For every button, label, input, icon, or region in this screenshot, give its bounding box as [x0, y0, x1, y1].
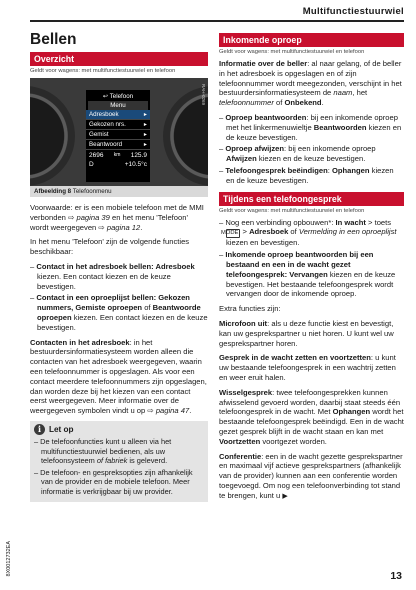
section-heading-incoming-call: Inkomende oproep [219, 33, 404, 47]
display-item [86, 110, 150, 120]
figure-code: RAH-0269 [201, 84, 206, 106]
text: kiezen. Een contact kiezen en de keuze bevestigen. [37, 271, 171, 291]
text: : een in de wacht gezette gesprekspartner en maximaal vijf actieve gesprekspartners (afhankelijk van de provider) kunnen aan een conferentie worden toegevoegd. Om nog een telefoonverbinding tot stand te brengen, kunt u [219, 451, 403, 500]
left-column [30, 24, 208, 502]
running-header: Multifunctiestuurwiel [302, 6, 404, 17]
display-item-label: Adresboek [89, 111, 119, 118]
text: > [240, 227, 250, 237]
bold-text: Oproep beantwoorden [225, 112, 307, 122]
caption-label: Afbeelding 8 [34, 188, 72, 195]
text: . [189, 406, 192, 416]
bold-text: Adresboek [249, 227, 289, 237]
list-item: – Oproep afwijzen: bij een inkomende oproep Afwijzen kiezen en de keuze bevestigen. [219, 144, 376, 164]
page-reference[interactable]: pagina 12 [106, 222, 141, 232]
outside-temp: +10.5°c [124, 161, 147, 168]
display-odometer [86, 150, 150, 159]
paragraph-caller-info [219, 59, 404, 108]
display-item [86, 120, 150, 130]
bold-text: Contacten in het adresboek [30, 337, 130, 347]
text: De telefoonfuncties kunt u alleen via het multifunctiestuurwiel bedienen, als uw telefoonsysteem [40, 436, 172, 466]
display-item-label: Gemist [89, 131, 109, 138]
bold-text: Onbekend [284, 98, 322, 108]
text: , het [352, 88, 368, 98]
italic-text: of fabriek [96, 456, 128, 466]
info-icon: i [34, 424, 45, 435]
text: : bij een inkomende oproep [284, 144, 376, 154]
list-item: – Contact in een oproeplijst bellen: Gekozen nummers, Gemiste oproepen of Beantwoorde oproepen kiezen. Een contact kiezen en de keuze bevestigen. [30, 293, 208, 332]
bold-text: Gesprek in de wacht zetten en voortzetten [219, 353, 371, 363]
text: De telefoon- en gespreksopties zijn afhankelijk van de provider en de mobiele telefoon. Meer informatie is verkrijgbaar bij uw provider. [40, 467, 193, 496]
list-item: – Oproep beantwoorden: bij een inkomende oproep met het linkermenuwieltje Beantwoorden kiezen en de keuze bevestigen. [219, 112, 402, 142]
text: Nog een verbinding opbouwen*: [225, 217, 336, 227]
text: kiezen en de keuze bevestigen. [256, 154, 366, 164]
bold-text: In wacht [335, 217, 366, 227]
display-item-label: Beantwoord [89, 141, 123, 148]
paragraph-functions: In het menu 'Telefoon' zijn de volgende functies beschikbaar: [30, 237, 190, 257]
odometer-value: 2696 [89, 152, 104, 159]
text: : in het bestuurdersinformatiesysteem worden alleen die contacten van het adresboek weergegeven, waarin een telefoonnummer is opgeslagen. Als voor een contact meerdere telefoonnummers zijn opgeslagen, dan worden deze bij het kiezen van een contact eerst weergegeven. Meer informatie over de weergegeven symbolen vindt u op ⇨ [30, 337, 207, 416]
text: Voorwaarde: er is een mobiele telefoon met de MMI verbonden ⇨ [30, 203, 204, 222]
note-title: Let op [49, 424, 74, 434]
bold-text: Afwijzen [226, 154, 257, 164]
display-title: ↩ Telefoon [102, 93, 134, 100]
text: > toets [365, 217, 392, 227]
paragraph-extra: Extra functies zijn: [219, 304, 281, 314]
page-title: Bellen [30, 31, 77, 48]
page-reference[interactable]: pagina 47 [155, 406, 190, 416]
paragraph-contacts [30, 338, 208, 416]
display-title-text: Telefoon [109, 93, 134, 100]
bold-text: Telefoongesprek beëindigen [225, 165, 328, 175]
bold-text: Wisselgesprek [219, 387, 273, 397]
figure-caption [30, 186, 208, 197]
applicability-note: Geldt voor wagens: met multifunctiestuurwiel en telefoon [219, 49, 365, 55]
header-rule [30, 20, 404, 22]
text: kiezen en bevestigen. [226, 238, 300, 248]
text: kiezen en de keuze bevestigen. Het bestaande telefoongesprek wordt vervangen door de inkomende oproep. [226, 269, 396, 299]
paragraph-precondition [30, 203, 208, 232]
text: kiezen en de keuze bevestigen. [226, 165, 394, 185]
telephone-menu-figure [30, 78, 208, 186]
gear-indicator: D [89, 161, 94, 168]
italic-text: naam [333, 88, 353, 98]
left-gauge [30, 86, 75, 186]
display-item-label: Gekozen nrs. [89, 121, 126, 128]
bold-text: Beantwoorden [313, 122, 367, 132]
text: of [288, 227, 299, 237]
text: : [327, 165, 332, 175]
bold-text: Ophangen [332, 407, 371, 417]
text: is geleverd. [127, 456, 168, 466]
mode-key: MODE [221, 230, 239, 237]
display-gear-temp [86, 159, 150, 168]
italic-text: telefoonnummer [219, 98, 274, 108]
paragraph-hold [219, 353, 404, 382]
text: . [321, 98, 324, 108]
page-number: 13 [390, 570, 402, 582]
continue-icon: ▶ [282, 492, 288, 500]
note-header [34, 424, 204, 435]
text: : als u deze functie kiest en bevestigt, kan uw gesprekspartner u niet horen. U kunt wel uw gesprekspartner horen. [219, 318, 394, 348]
paragraph-conference [219, 452, 404, 502]
bold-text: Inkomende oproep beantwoorden bij een bestaand en een in de wacht gezet telefoongesprek: Vervangen [225, 250, 374, 279]
arrow-icon: ▸ [143, 111, 147, 118]
odometer-unit: km [113, 152, 121, 158]
note-box [30, 421, 208, 502]
display-menu: Menu [88, 101, 148, 110]
bold-text: Informatie over de beller [219, 59, 308, 68]
list-item: – Inkomende oproep beantwoorden bij een bestaand en een in de wacht gezet telefoongesprek: Vervangen kiezen en de keuze bevestigen. Het bestaande telefoongesprek wordt vervangen door de inkomende oproep. [219, 250, 396, 299]
bold-text: Oproep afwijzen [225, 144, 284, 154]
bold-text: Contact in een oproeplijst bellen: Gekozen nummers, Gemiste oproepen [36, 293, 190, 313]
section-heading-overzicht: Overzicht [30, 52, 208, 66]
paragraph-mute [219, 319, 404, 348]
page-reference[interactable]: pagina 39 [76, 212, 110, 222]
trip-value: 125.9 [130, 152, 147, 159]
text: : twee telefoongesprekken kunnen afwisselend gevoerd worden, daarbij staat steeds één telefoongesprek in de wacht. Met [219, 387, 401, 417]
bold-text: Voortzetten [219, 436, 261, 446]
text: : al naar gelang, of de beller in het adresboek is opgeslagen en of zijn telefoonnummer wordt meegezonden, verschijnt in het bestuurdersinformatiesysteem de [219, 59, 402, 98]
paragraph-switch-call [219, 388, 404, 447]
arrow-icon: ▸ [143, 131, 147, 138]
text: : bij een inkomende oproep met het linkermenuwieltje [226, 112, 398, 132]
text: wordt het bestaande telefoongesprek beëindigd. Een in de wacht gezet gesprek blijft in de wacht staan en kan met [219, 407, 404, 436]
list-item: – Contact in het adresboek bellen: Adresboek kiezen. Een contact kiezen en de keuze bevestigen. [30, 261, 195, 291]
section-heading-during-call: Tijdens een telefoongesprek [219, 192, 404, 206]
text: kiezen en de keuze bevestigen. [226, 122, 402, 142]
display-item [86, 130, 150, 140]
applicability-note: Geldt voor wagens: met multifunctiestuurwiel en telefoon [219, 207, 365, 214]
bold-text: Beantwoorde oproepen [37, 303, 201, 322]
italic-text: Vermelding in een oproeplijst [298, 227, 397, 237]
right-column [219, 33, 404, 506]
text: : u kunt uw bestaande telefoongesprek in een wachtrij zetten en weer eruit halen. [219, 353, 396, 382]
bold-text: Contact in het adresboek bellen: Adresboek [36, 261, 195, 271]
note-item: – De telefoonfuncties kunt u alleen via het multifunctiestuurwiel bedienen, als uw telefoonsysteem of fabriek is geleverd. [34, 436, 172, 466]
bold-text: Microfoon uit [219, 318, 268, 328]
caption-text: Telefoonmenu [72, 188, 112, 195]
text: voortgezet worden. [260, 436, 327, 446]
document-code: 8X0012732EA [6, 540, 12, 576]
note-item: – De telefoon- en gespreksopties zijn afhankelijk van de provider en de mobiele telefoon. Meer informatie is verkrijgbaar bij uw provider. [34, 467, 193, 496]
text: . [140, 222, 143, 232]
driver-info-display [86, 90, 150, 182]
display-item [86, 140, 150, 150]
text: of [273, 98, 285, 108]
list-item: – Nog een verbinding opbouwen*: In wacht > toets MODE > Adresboek of Vermelding in een oproeplijst kiezen en bevestigen. [219, 217, 397, 248]
list-item: – Telefoongesprek beëindigen: Ophangen kiezen en de keuze bevestigen. [219, 165, 394, 185]
arrow-icon: ▸ [143, 121, 147, 128]
bold-text: Conferentie [219, 451, 262, 461]
text: kiezen. Een contact kiezen en de keuze bevestigen. [37, 312, 208, 332]
text: of [142, 303, 153, 313]
arrow-icon: ▸ [143, 141, 147, 148]
applicability-note: Geldt voor wagens: met multifunctiestuurwiel en telefoon [30, 68, 176, 74]
text: en het menu 'Telefoon' wordt weergegeven ⇨ [30, 212, 188, 232]
bold-text: Ophangen [331, 165, 370, 175]
